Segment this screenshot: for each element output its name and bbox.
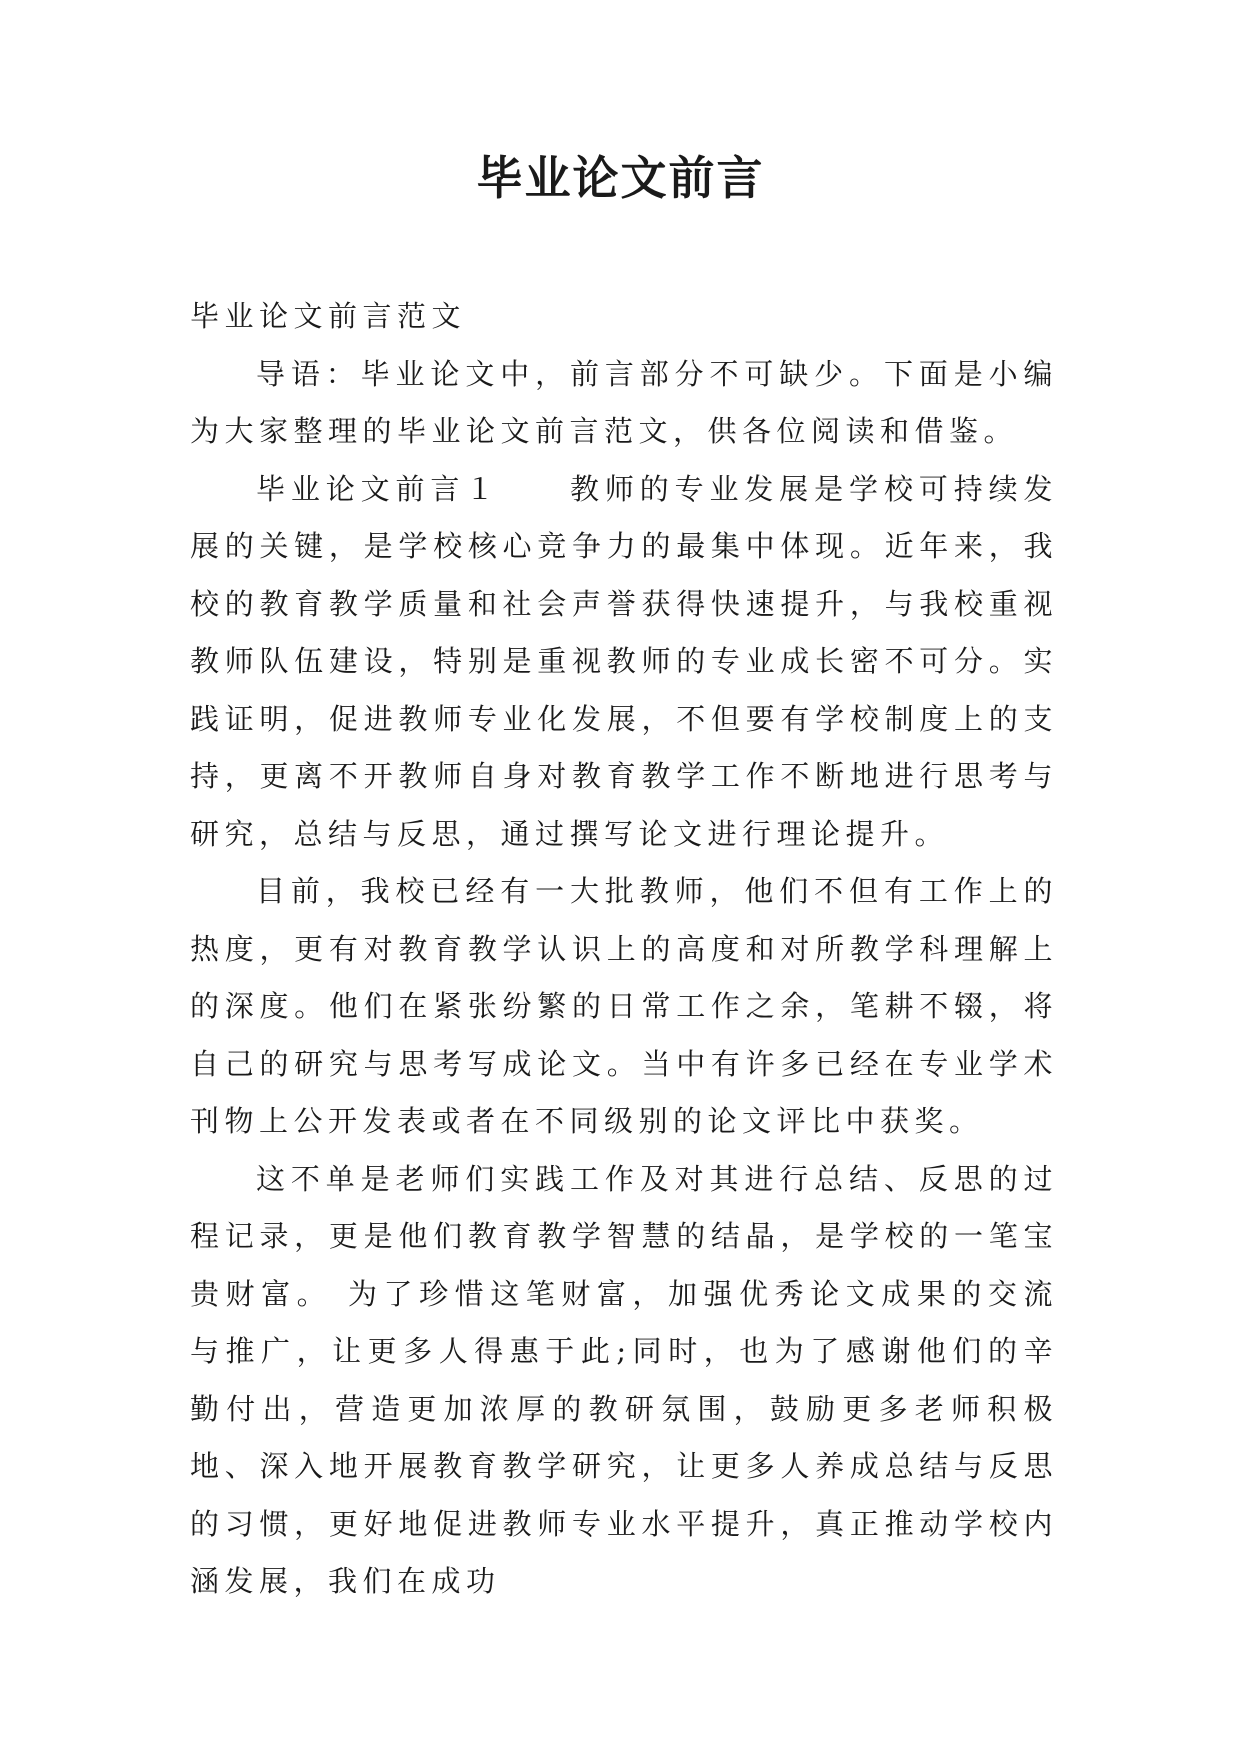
paragraph-1: 毕业论文前言１ 教师的专业发展是学校可持续发展的关键，是学校核心竞争力的最集中体现。近年来，我校的教育教学质量和社会声誉获得快速提升，与我校重视教师队伍建设，特别是重视教师的专业成长密不可分。实践证明，促进教师专业化发展，不但要有学校制度上的支持，更离不开教师自身对教育教学工作不断地进行思考与研究，总结与反思，通过撰写论文进行理论提升。 (190, 471, 1058, 851)
document-title: 毕业论文前言 (476, 151, 765, 205)
document-body (190, 288, 1058, 1611)
paragraph-2: 目前，我校已经有一大批教师，他们不但有工作上的热度，更有对教育教学认识上的高度和对所教学科理解上的深度。他们在紧张纷繁的日常工作之余，笔耕不辍，将自己的研究与思考写成论文。当中有许多已经在专业学术刊物上公开发表或者在不同级别的论文评比中获奖。 (190, 874, 1058, 1138)
paragraph-intro: 导语：毕业论文中，前言部分不可缺少。下面是小编为大家整理的毕业论文前言范文，供各位阅读和借鉴。 (190, 356, 1058, 448)
paragraph-3: 这不单是老师们实践工作及对其进行总结、反思的过程记录，更是他们教育教学智慧的结晶，是学校的一笔宝贵财富。 为了珍惜这笔财富，加强优秀论文成果的交流与推广，让更多人得惠于此;同时，也为了感谢他们的辛勤付出，营造更加浓厚的教研氛围，鼓励更多老师积极地、深入地开展教育教学研究，让更多人养成总结与反思的习惯，更好地促进教师专业水平提升，真正推动学校内涵发展，我们在成功 (190, 1161, 1058, 1598)
document-subtitle: 毕业论文前言范文 (190, 299, 467, 333)
